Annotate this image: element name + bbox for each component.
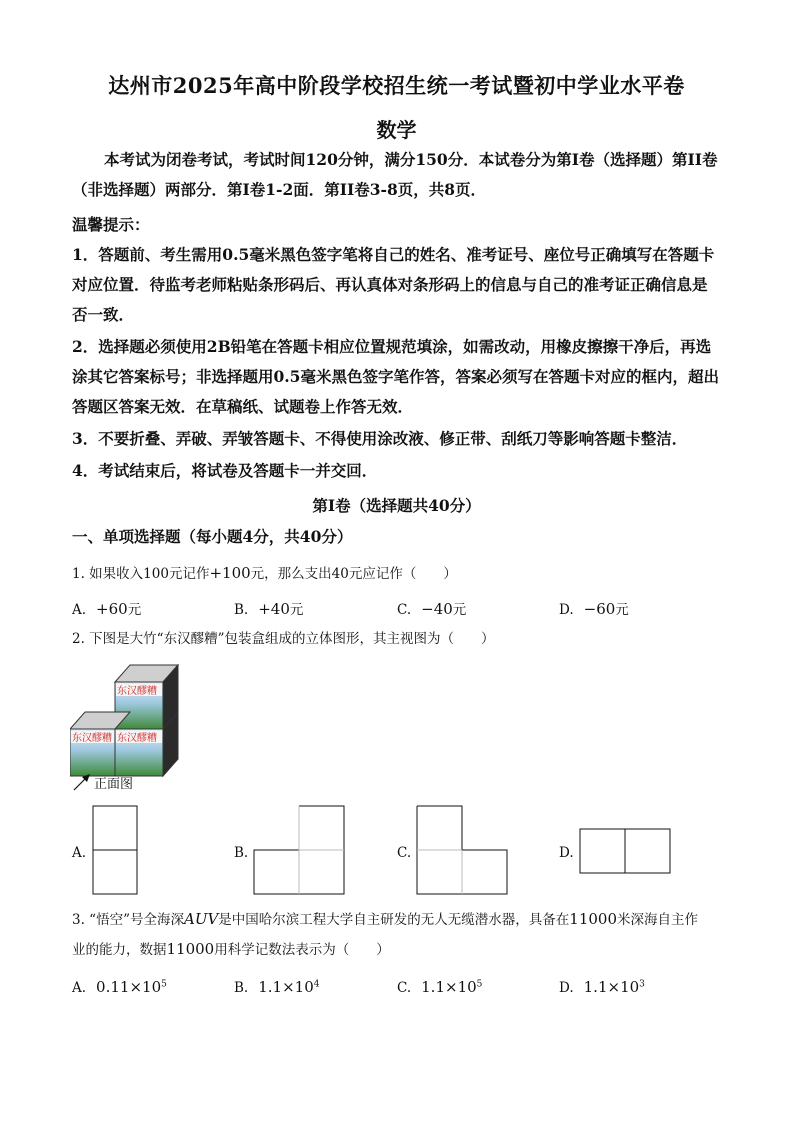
q3-option-c[interactable] [397,978,482,996]
q2-option-c-label[interactable]: C. [397,845,412,861]
option-times: ×10 [607,978,640,996]
option-exp: 4 [313,979,320,990]
option-label: A. [72,980,87,996]
option-coef: 1.1 [258,978,283,996]
part1-title: 第I卷（选择题共40分） [312,496,481,515]
option-unit: 元 [127,602,142,618]
option-coef: 1.1 [583,978,608,996]
option-exp: 5 [476,979,483,990]
packaging-box-figure [70,660,190,795]
q3-option-a[interactable] [72,978,167,996]
option-value: −60 [583,600,616,618]
option-times: ×10 [445,978,477,996]
q2-option-b-label[interactable]: B. [234,845,249,861]
box-label-bottom-left: 东汉醪糟 [72,733,112,744]
option-exp: 3 [639,979,645,990]
subject-title: 数学 [376,118,417,142]
option-unit: 元 [289,602,304,618]
q3-auv: AUV [183,910,219,928]
option-label: A. [72,602,87,618]
q1-option-d[interactable] [559,598,629,618]
q1-option-a[interactable] [72,598,141,618]
q1-text-post: 元，那么支出40元应记作（ ） [250,566,457,582]
option-unit: 元 [615,602,629,618]
intro-paragraph: 本考试为闭卷考试，考试时间120分钟，满分150分．本试卷分为第I卷（选择题）第II卷（非选择题）两部分．第I卷1-2面．第II卷3-8页，共8页． [72,150,718,199]
tips-heading: 温馨提示： [72,215,150,234]
q3-option-b[interactable] [234,978,319,996]
option-label: C. [397,602,412,618]
tip-1: 1．答题前、考生需用0.5毫米黑色签字笔将自己的姓名、准考证号、座位号正确填写在答题卡对应位置．待监考老师粘贴条形码后、再认真体对条形码上的信息与自己的准考证正确信息是否一致． [72,245,715,324]
q3-line2-pre: 业的能力，数据 [72,942,167,958]
question-3-line2 [72,934,732,965]
q3-text-post: 米深海自主作 [617,912,699,928]
q2-option-b-shape[interactable] [253,805,345,895]
option-exp: 5 [161,979,167,990]
option-coef: 0.11 [96,978,130,996]
option-value: +40 [258,600,290,618]
tip-2: 2．选择题必须使用2B铅笔在答题卡相应位置规范填涂，如需改动，用橡皮擦擦干净后，再选涂其它答案标号；非选择题用0.5毫米黑色签字笔作答，答案必须写在答题卡对应的框内，超出答题区答案无效．在草稿纸、试题卷上作答无效． [72,337,719,416]
q1-option-b[interactable] [234,598,303,618]
option-value: −40 [421,600,453,618]
q1-value: +100 [209,564,251,582]
q2-option-c-shape[interactable] [416,805,508,895]
q3-num: 11000 [569,910,618,928]
q1-text-pre: 1. 如果收入100元记作 [72,566,210,582]
option-value: +60 [96,600,128,618]
q2-option-d-label[interactable]: D. [559,845,574,861]
q3-text-mid: 是中国哈尔滨工程大学自主研发的无人无缆潜水器，具备在 [218,912,570,928]
q3-text-pre: 3. “悟空”号全海深 [72,912,184,928]
option-label: C. [397,980,412,996]
question-1 [72,558,732,589]
option-label: B. [234,602,249,618]
question-3-line1 [72,904,732,935]
q3-line2-post: 用科学记数法表示为（ ） [214,942,390,958]
q2-option-a-label[interactable]: A. [72,845,87,861]
tip-3: 3．不要折叠、弄破、弄皱答题卡、不得使用涂改液、修正带、刮纸刀等影响答题卡整洁． [72,429,688,448]
section1-title: 一、单项选择题（每小题4分，共40分） [72,527,353,546]
q3-option-d[interactable] [559,978,645,996]
option-label: D. [559,980,574,996]
q1-option-c[interactable] [397,598,466,618]
option-label: D. [559,602,574,618]
q2-option-a-shape[interactable] [92,805,138,895]
option-coef: 1.1 [421,978,445,996]
box-label-bottom-right: 东汉醪糟 [117,733,157,744]
option-times: ×10 [282,978,314,996]
q3-num2: 11000 [166,940,215,958]
option-unit: 元 [452,602,467,618]
tip-4: 4．考试结束后，将试卷及答题卡一并交回． [72,461,378,480]
question-2: 2. 下图是大竹“东汉醪糟”包装盒组成的立体图形，其主视图为（ ） [72,631,495,647]
option-label: B. [234,980,249,996]
front-view-label: 正面图 [94,777,134,792]
exam-title: 达州市2025年高中阶段学校招生统一考试暨初中学业水平卷 [108,73,685,98]
q2-option-d-shape[interactable] [579,828,671,874]
box-label-top: 东汉醪糟 [117,686,157,697]
option-times: ×10 [129,978,162,996]
